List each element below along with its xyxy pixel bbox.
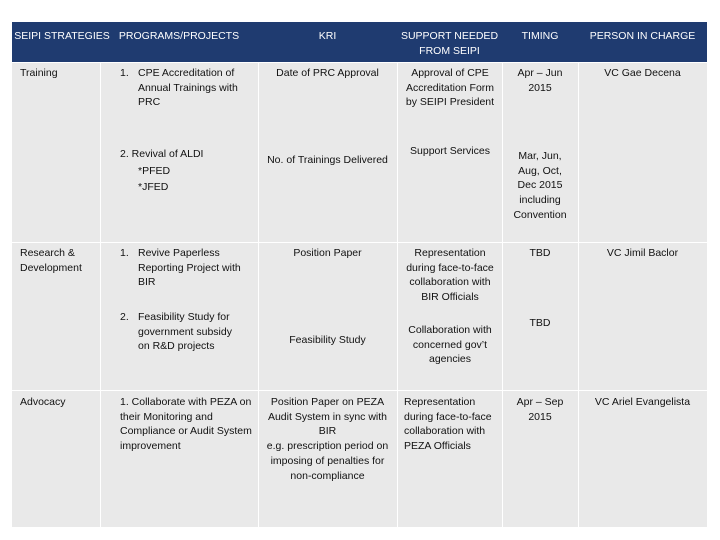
header-timing: TIMING bbox=[521, 30, 559, 42]
header-kri: KRI bbox=[318, 30, 337, 42]
support-gov-collaboration: Collaboration with concerned gov’t agencies bbox=[408, 324, 492, 366]
program-text: Feasibility Study for government subsidy on R&D projects bbox=[138, 311, 232, 353]
header-person: PERSON IN CHARGE bbox=[589, 30, 696, 42]
kri-prc-approval: Date of PRC Approval bbox=[276, 67, 379, 79]
header-support: SUPPORT NEEDED FROM SEIPI bbox=[400, 30, 499, 57]
support-peza-representation: Representation during face-to-face collaboration with PEZA Officials bbox=[404, 396, 492, 453]
kri-position-paper: Position Paper bbox=[293, 247, 362, 259]
program-number: 2. bbox=[120, 311, 129, 323]
program-text: Revive Paperless Reporting Project with BIR bbox=[138, 247, 241, 289]
strategy-training: Training bbox=[20, 67, 58, 79]
support-services: Support Services bbox=[410, 145, 490, 157]
support-cpe-approval: Approval of CPE Accreditation Form by SEIPI President bbox=[405, 67, 495, 109]
timing-feasibility: TBD bbox=[529, 317, 551, 329]
program-feasibility-study bbox=[120, 310, 245, 354]
column-divider bbox=[258, 62, 259, 527]
kri-trainings-delivered: No. of Trainings Delivered bbox=[267, 154, 388, 166]
column-divider bbox=[502, 62, 503, 527]
timing-cpe: Apr – Jun 2015 bbox=[517, 67, 563, 94]
header-strategies: SEIPI STRATEGIES bbox=[14, 30, 110, 42]
program-paperless-reporting bbox=[120, 246, 253, 290]
program-cpe-accreditation bbox=[120, 66, 250, 110]
timing-peza: Apr – Sep 2015 bbox=[516, 396, 564, 423]
program-text: CPE Accreditation of Annual Trainings with PRC bbox=[138, 67, 238, 109]
strategy-research: Research & Development bbox=[20, 247, 82, 274]
strategy-table bbox=[12, 22, 707, 527]
timing-aldi: Mar, Jun, Aug, Oct, Dec 2015 including Convention bbox=[513, 150, 567, 221]
person-advocacy: VC Ariel Evangelista bbox=[594, 396, 691, 408]
program-sub-pfed: *PFED bbox=[138, 164, 171, 177]
row-divider bbox=[12, 62, 707, 63]
timing-paperless: TBD bbox=[529, 247, 551, 259]
program-number: 1. bbox=[120, 247, 129, 259]
column-divider bbox=[100, 62, 101, 527]
row-divider bbox=[12, 242, 707, 243]
column-divider bbox=[578, 62, 579, 527]
kri-text: Position Paper on PEZA Audit System in sync with BIR bbox=[267, 396, 388, 438]
program-number: 1. bbox=[120, 67, 129, 79]
kri-feasibility-study: Feasibility Study bbox=[289, 334, 366, 346]
kri-peza-position-paper bbox=[262, 395, 393, 483]
column-divider bbox=[397, 62, 398, 527]
support-bir-representation: Representation during face-to-face collaboration with BIR Officials bbox=[406, 247, 494, 304]
program-text: 2. Revival of ALDI bbox=[120, 148, 204, 160]
program-aldi-revival bbox=[120, 147, 255, 195]
program-peza-collaboration: 1. Collaborate with PEZA on their Monitoring and Compliance or Audit System improvement bbox=[120, 396, 252, 453]
header-programs: PROGRAMS/PROJECTS bbox=[118, 30, 240, 42]
kri-note: e.g. prescription period on imposing of penalties for non-compliance bbox=[266, 440, 389, 482]
row-divider bbox=[12, 390, 707, 391]
program-sub-jfed: *JFED bbox=[138, 181, 169, 194]
strategy-advocacy: Advocacy bbox=[20, 396, 66, 408]
person-training: VC Gae Decena bbox=[604, 67, 681, 79]
person-research: VC Jimil Baclor bbox=[606, 247, 679, 259]
